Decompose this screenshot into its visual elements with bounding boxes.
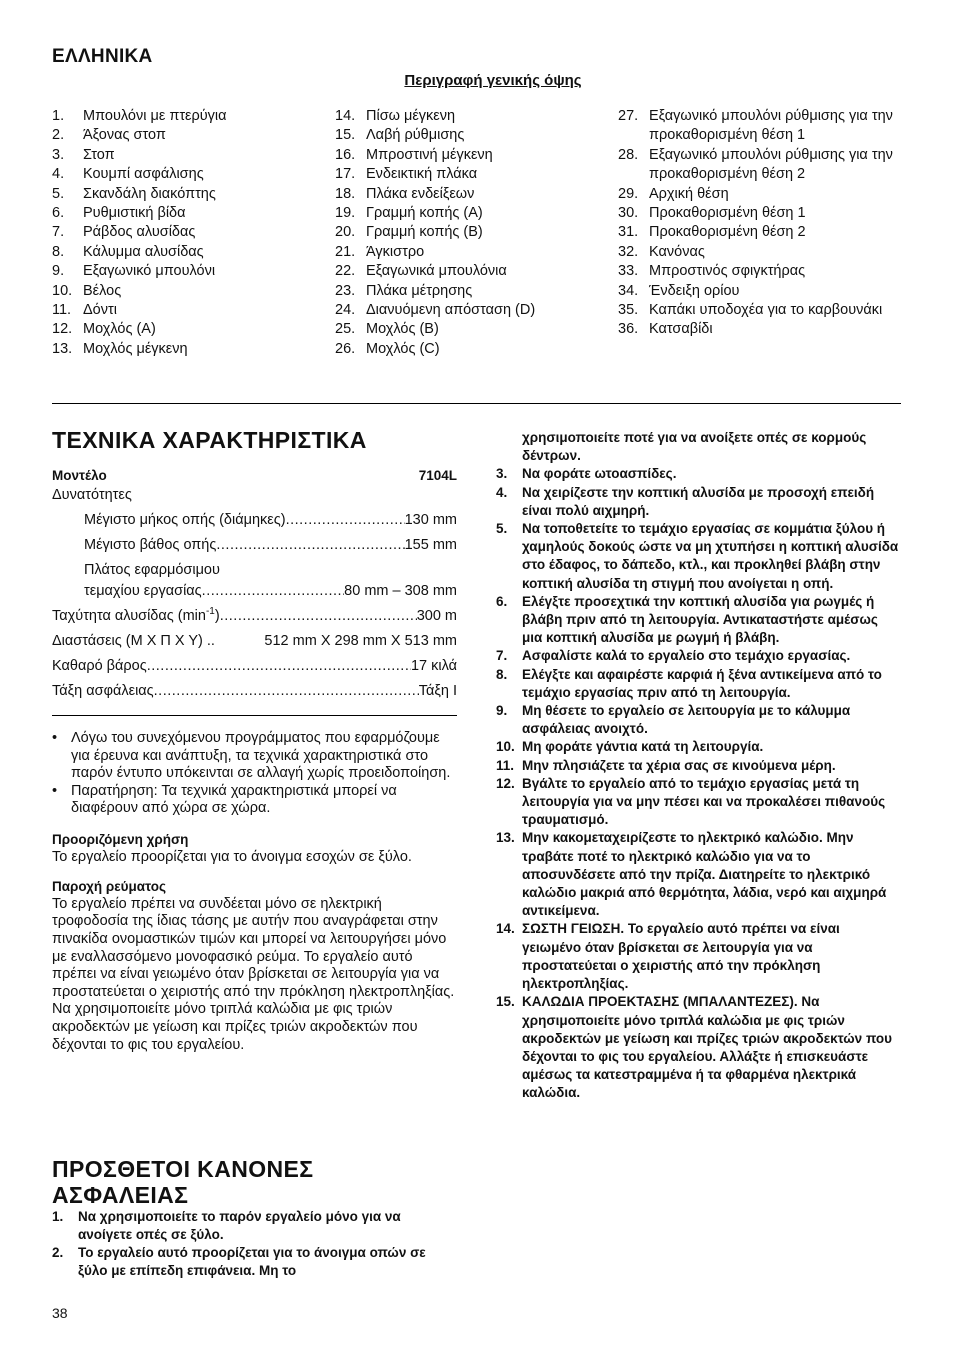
item-text: Βγάλτε το εργαλείο από το τεμάχιο εργασίας μετά τη λειτουργία για να μην πέσει και να προκαλέσει πιθανούς τραυματισμό.: [522, 775, 886, 828]
item-number: 2.: [52, 1245, 64, 1260]
item-number: 13.: [496, 830, 515, 846]
item-number: 3.: [52, 146, 65, 163]
item-text: Ράβδος αλυσίδας: [83, 224, 196, 241]
item-text: Μην κακομεταχειρίζεστε το ηλεκτρικό καλώδιο. Μην τραβάτε ποτέ το ηλεκτρικό καλώδιο για να το αποσυνδέσετε από την πρίζα. Διατηρείτε το ηλεκτρικό καλώδιο μακριά από θερμότητα, λάδια, νερό και αιχμηρά αντικείμενα.: [522, 830, 887, 919]
item-text: Μην πλησιάζετε τα χέρια σας σε κινούμενα μέρη.: [522, 757, 836, 773]
item-text: Πλάκα μέτρησης: [366, 282, 473, 299]
item-number: 31.: [618, 224, 639, 241]
specs-heading: ΤΕΧΝΙΚΑ ΧΑΡΑΚΤΗΡΙΣΤΙΚΑ: [52, 427, 367, 453]
item-number: 6.: [52, 205, 65, 222]
item-number: 30.: [618, 205, 639, 222]
item-text: Σκανδάλη διακόπτης: [83, 185, 216, 202]
item-text: Μοχλός (A): [83, 321, 156, 338]
spec-row-width-1: [52, 553, 457, 578]
item-text: Ένδειξη ορίου: [649, 282, 740, 299]
list-item: [496, 465, 901, 483]
capacities-label: Δυνατότητες: [52, 487, 132, 503]
power-supply-heading: Παροχή ρεύματος: [52, 879, 167, 895]
item-number: 13.: [52, 340, 73, 357]
item-number: 12.: [496, 775, 515, 791]
list-item: [496, 775, 901, 830]
list-item: [52, 243, 322, 262]
item-number: 4.: [52, 166, 65, 183]
item-number: 4.: [496, 484, 508, 500]
page-number: 38: [52, 1305, 68, 1321]
list-item: [335, 146, 605, 165]
item-number: 3.: [496, 466, 508, 482]
list-item: [52, 165, 322, 184]
list-item: [618, 223, 908, 242]
list-item: [618, 146, 908, 185]
item-number: 20.: [335, 224, 356, 241]
item-number: 5.: [52, 185, 65, 202]
item-text: Δόντι: [83, 302, 117, 319]
item-text: Πλάκα ενδείξεων: [366, 185, 475, 202]
list-item: [618, 204, 908, 223]
item-number: 22.: [335, 263, 356, 280]
item-number: 5.: [496, 521, 508, 537]
rules-list-right: [496, 429, 901, 1103]
weight-value: 17 κιλά: [410, 658, 457, 674]
list-item: [496, 484, 901, 520]
list-item: [496, 738, 901, 756]
safety-class-label: Τάξη ασφάλειας: [52, 683, 154, 699]
rule-continuation: χρησιμοποιείτε ποτέ για να ανοίξετε οπές σε κορμούς δέντρων.: [522, 430, 867, 464]
list-item: [496, 829, 901, 920]
item-number: 25.: [335, 321, 356, 338]
item-text: Εξαγωνικό μπουλόνι: [83, 263, 216, 280]
spec-row-safety-class: [52, 674, 457, 699]
list-item: [618, 282, 908, 301]
list-item: [335, 320, 605, 339]
list-item: [618, 185, 908, 204]
rules-list-right-items: [496, 465, 901, 1102]
item-text: Αρχική θέση: [649, 185, 729, 202]
note-item: • Παρατήρηση: Τα τεχνικά χαρακτηριστικά μπορεί να διαφέρουν από χώρα σε χώρα.: [52, 782, 397, 817]
max-depth-value: 155 mm: [404, 537, 457, 553]
item-number: 9.: [496, 703, 508, 719]
item-number: 2.: [52, 127, 65, 144]
list-item: [335, 185, 605, 204]
list-item: [52, 126, 322, 145]
item-text: Λαβή ρύθμισης: [366, 127, 465, 144]
spec-row-max-depth: [52, 528, 457, 553]
item-text: Μη φοράτε γάντια κατά τη λειτουργία.: [522, 739, 764, 755]
specs-table: [52, 463, 457, 699]
item-number: 6.: [496, 593, 508, 609]
spec-row-max-length: [52, 503, 457, 528]
item-text: Να φοράτε ωτοασπίδες.: [522, 466, 677, 482]
item-number: 8.: [52, 243, 65, 260]
rules-list-left: [52, 1208, 457, 1280]
width-value: 80 mm – 308 mm: [344, 583, 457, 599]
list-item: [335, 282, 605, 301]
item-number: 7.: [52, 224, 65, 241]
width-label-2: τεμαχίου εργασίας: [84, 583, 202, 599]
item-number: 1.: [52, 108, 65, 124]
list-item: [496, 702, 901, 738]
item-text: Άξονας στοπ: [83, 127, 166, 144]
list-item: [335, 301, 605, 320]
item-number: 1.: [52, 1209, 64, 1224]
list-item: [618, 243, 908, 262]
item-text: Να χρησιμοποιείτε το παρόν εργαλείο μόνο για να ανοίγετε οπές σε ξύλο.: [78, 1209, 401, 1242]
item-text: Μπροστινός σφιγκτήρας: [649, 263, 806, 280]
list-item: [496, 993, 901, 1102]
item-number: 14.: [335, 108, 356, 124]
item-text: Ελέγξτε και αφαιρέστε καρφιά ή ξένα αντικείμενα από το τεμάχιο εργασίας πριν από τη λειτουργία.: [522, 666, 882, 700]
item-number: 8.: [496, 666, 508, 682]
list-item: [52, 107, 322, 126]
power-supply-text: Το εργαλείο πρέπει να συνδέεται μόνο σε ηλεκτρική τροφοδοσία της ίδιας τάσης με αυτήν που αναγράφεται στην πινακίδα ονομαστικών τιμών και μπορεί να λειτουργήσει μόνο με εναλλασσόμενο μονοφασικό ρεύμα. Το εργαλείο αυτό πρέπει να είναι γειωμένο όταν βρίσκεται σε λειτουργία για να προστατεύεται ο χειριστής από την πρόκληση ηλεκτροπληξίας. Να χρησιμοποιείτε μόνο τριπλά καλώδια με φις τριών ακροδεκτών με γείωση και πρίζες τριών ακροδεκτών που δέχονται το φις του εργαλείου.: [52, 895, 455, 1053]
item-text: Στοπ: [83, 146, 115, 163]
dimensions-label: Διαστάσεις (Μ Χ Π Χ Υ) ..: [52, 633, 215, 649]
item-text: Γραμμή κοπής (A): [366, 205, 483, 222]
list-item: [496, 757, 901, 775]
safety-class-value: Τάξη I: [418, 683, 457, 699]
note-item: • Λόγω του συνεχόμενου προγράμματος που εφαρμόζουμε για έρευνα και ανάπτυξη, τα τεχνικά χαρακτηριστικά στο παρόν έντυπο υπόκεινται σε αλλαγή χωρίς προειδοποίηση.: [52, 730, 451, 782]
list-item: [52, 282, 322, 301]
item-number: 19.: [335, 205, 356, 222]
item-text: Μοχλός μέγκενη: [83, 340, 188, 357]
list-item: [496, 647, 901, 665]
item-text: Μοχλός (C): [366, 340, 440, 357]
weight-label: Καθαρό βάρος: [52, 658, 147, 674]
parts-list-col2: [335, 107, 605, 359]
list-item: [52, 1208, 457, 1244]
list-item: [496, 593, 901, 648]
additional-rules-heading: ΠΡΟΣΘΕΤΟΙ ΚΑΝΟΝΕΣ ΑΣΦΑΛΕΙΑΣ: [52, 1156, 314, 1208]
spec-row-dimensions: [52, 624, 457, 649]
item-text: Μπροστινή μέγκενη: [366, 146, 493, 163]
list-item: [335, 126, 605, 145]
list-item: [496, 666, 901, 702]
item-number: 21.: [335, 243, 356, 260]
intended-use-text: Το εργαλείο προορίζεται για το άνοιγμα εσοχών σε ξύλο.: [52, 848, 412, 865]
list-item: [52, 223, 322, 242]
item-text: Άγκιστρο: [366, 243, 425, 260]
item-text: Εξαγωνικά μπουλόνια: [366, 263, 507, 280]
item-text: Να τοποθετείτε το τεμάχιο εργασίας σε κομμάτια ξύλου ή χαμηλούς δοκούς ώστε να μη χτυπήσει η κοπτική αλυσίδα στο έδαφος, το δάπεδο, κτλ., και προκληθεί βλάβη στην κοπτική αλυσίδα τη στιγμή που ανοίγεται η οπή.: [522, 521, 899, 591]
section-divider: [52, 403, 901, 404]
list-item: [52, 185, 322, 204]
item-number: 7.: [496, 648, 508, 664]
item-number: 18.: [335, 185, 356, 202]
left-body-text: [52, 730, 457, 1054]
list-item: [335, 262, 605, 281]
item-number: 32.: [618, 243, 639, 260]
item-number: 36.: [618, 321, 639, 338]
list-item: [52, 204, 322, 223]
item-text: Εξαγωνικό μπουλόνι ρύθμισης για την προκαθορισμένη θέση 2: [649, 146, 893, 183]
item-number: 34.: [618, 282, 639, 299]
item-text: Μοχλός (B): [366, 321, 439, 338]
item-text: Ρυθμιστική βίδα: [83, 205, 186, 222]
item-number: 14.: [496, 921, 515, 937]
item-number: 28.: [618, 146, 639, 163]
item-text: Γραμμή κοπής (B): [366, 224, 483, 241]
spec-row-width-2: [52, 578, 457, 599]
max-length-label: Μέγιστο μήκος οπής (διάμηκες): [84, 512, 286, 528]
list-item: [496, 520, 901, 593]
item-number: 23.: [335, 282, 356, 299]
item-text: Μπουλόνι με πτερύγια: [83, 108, 227, 124]
item-number: 11.: [496, 757, 515, 773]
item-number: 33.: [618, 263, 639, 280]
parts-list-col1: [52, 107, 322, 359]
list-item: [335, 340, 605, 359]
item-number: 11.: [52, 302, 72, 319]
item-text: ΣΩΣΤΗ ΓΕΙΩΣΗ. Το εργαλείο αυτό πρέπει να είναι γειωμένο όταν βρίσκεται σε λειτουργία για να προστατεύεται ο χειριστής από την πρόκληση ηλεκτροπληξίας.: [522, 921, 840, 992]
item-text: ΚΑΛΩΔΙΑ ΠΡΟΕΚΤΑΣΗΣ (ΜΠΑΛΑΝΤΕΖΕΣ). Να χρησιμοποιείτε μόνο τριπλά καλώδια με φις τριών ακροδεκτών με γείωση και πρίζες τριών ακροδεκτών που δέχονται το φις του εργαλείου. Αλλάξτε ή επισκευάστε αμέσως τα κατεστραμμένα ή τα φθαρμένα ηλεκτρικά καλώδια.: [522, 994, 893, 1101]
item-text: Εξαγωνικό μπουλόνι ρύθμισης για την προκαθορισμένη θέση 1: [649, 108, 893, 144]
item-text: Το εργαλείο αυτό προορίζεται για το άνοιγμα οπών σε ξύλο με επίπεδη επιφάνεια. Μη το: [78, 1245, 426, 1278]
item-number: 17.: [335, 166, 356, 183]
max-length-value: 130 mm: [404, 512, 457, 528]
chain-speed-value: 300 m: [416, 608, 457, 624]
list-item: [496, 920, 901, 993]
item-text: Προκαθορισμένη θέση 1: [649, 205, 806, 222]
item-text: Κουμπί ασφάλισης: [83, 166, 204, 183]
item-number: 10.: [52, 282, 73, 299]
spec-row-model: [52, 463, 457, 483]
item-number: 24.: [335, 302, 356, 319]
language-heading: ΕΛΛΗΝΙΚΑ: [52, 46, 153, 67]
item-text: Καπάκι υποδοχέα για το καρβουνάκι: [649, 302, 883, 319]
item-text: Κατσαβίδι: [649, 321, 713, 338]
item-number: 10.: [496, 739, 515, 755]
item-number: 15.: [335, 127, 356, 144]
item-text: Ασφαλίστε καλά το εργαλείο στο τεμάχιο εργασίας.: [522, 648, 851, 664]
list-item: [618, 262, 908, 281]
item-number: 26.: [335, 340, 356, 357]
item-number: 16.: [335, 146, 356, 163]
list-item: [335, 107, 605, 126]
item-text: Προκαθορισμένη θέση 2: [649, 224, 806, 241]
item-number: 12.: [52, 321, 73, 338]
list-item: [335, 223, 605, 242]
item-text: Πίσω μέγκενη: [366, 108, 456, 124]
list-item: [52, 146, 322, 165]
model-value: 7104L: [418, 468, 457, 483]
item-text: Μη θέσετε το εργαλείο σε λειτουργία με το κάλυμμα ασφάλειας ανοιχτό.: [522, 703, 851, 737]
list-item: [618, 107, 908, 146]
spec-row-chain-speed: [52, 599, 457, 624]
list-item: [618, 301, 908, 320]
spec-row-weight: [52, 649, 457, 674]
item-text: Διανυόμενη απόσταση (D): [366, 302, 536, 319]
model-label: Μοντέλο: [52, 468, 107, 483]
item-number: 29.: [618, 185, 639, 202]
parts-list-col3: [618, 107, 908, 340]
list-item: [52, 340, 322, 359]
list-item: [52, 320, 322, 339]
item-number: 9.: [52, 263, 65, 280]
list-item: [52, 1244, 457, 1280]
max-depth-label: Μέγιστο βάθος οπής: [84, 537, 217, 553]
item-text: Να χειρίζεστε την κοπτική αλυσίδα με προσοχή επειδή είναι πολύ αιχμηρή.: [522, 484, 875, 518]
list-item: [335, 243, 605, 262]
list-item: [618, 320, 908, 339]
chain-speed-label: Ταχύτητα αλυσίδας $(\min^{-1})$: [52, 606, 220, 624]
general-view-title: Περιγραφή γενικής όψης: [404, 72, 582, 89]
spec-row-capacities: [52, 483, 457, 503]
width-label-1: Πλάτος εφαρμόσιμου: [84, 562, 220, 578]
list-item: [52, 301, 322, 320]
item-text: Βέλος: [83, 282, 122, 299]
item-number: 27.: [618, 108, 639, 124]
item-text: Κανόνας: [649, 243, 705, 260]
item-text: Κάλυμμα αλυσίδας: [83, 243, 204, 260]
item-text: Ελέγξτε προσεχτικά την κοπτική αλυσίδα για ρωγμές ή βλάβη πριν από τη λειτουργία. Αντικαταστήστε αμέσως μια κοπτική αλυσίδα με ρωγμή ή βλάβη.: [522, 593, 878, 646]
list-item: [52, 262, 322, 281]
intended-use-heading: Προοριζόμενη χρήση: [52, 831, 189, 847]
specs-divider: [52, 715, 457, 716]
item-number: 15.: [496, 994, 515, 1010]
item-number: 35.: [618, 302, 639, 319]
list-item: [335, 165, 605, 184]
item-text: Ενδεικτική πλάκα: [366, 166, 478, 183]
list-item: [335, 204, 605, 223]
dimensions-value: 512 mm X 298 mm X 513 mm: [264, 633, 457, 649]
